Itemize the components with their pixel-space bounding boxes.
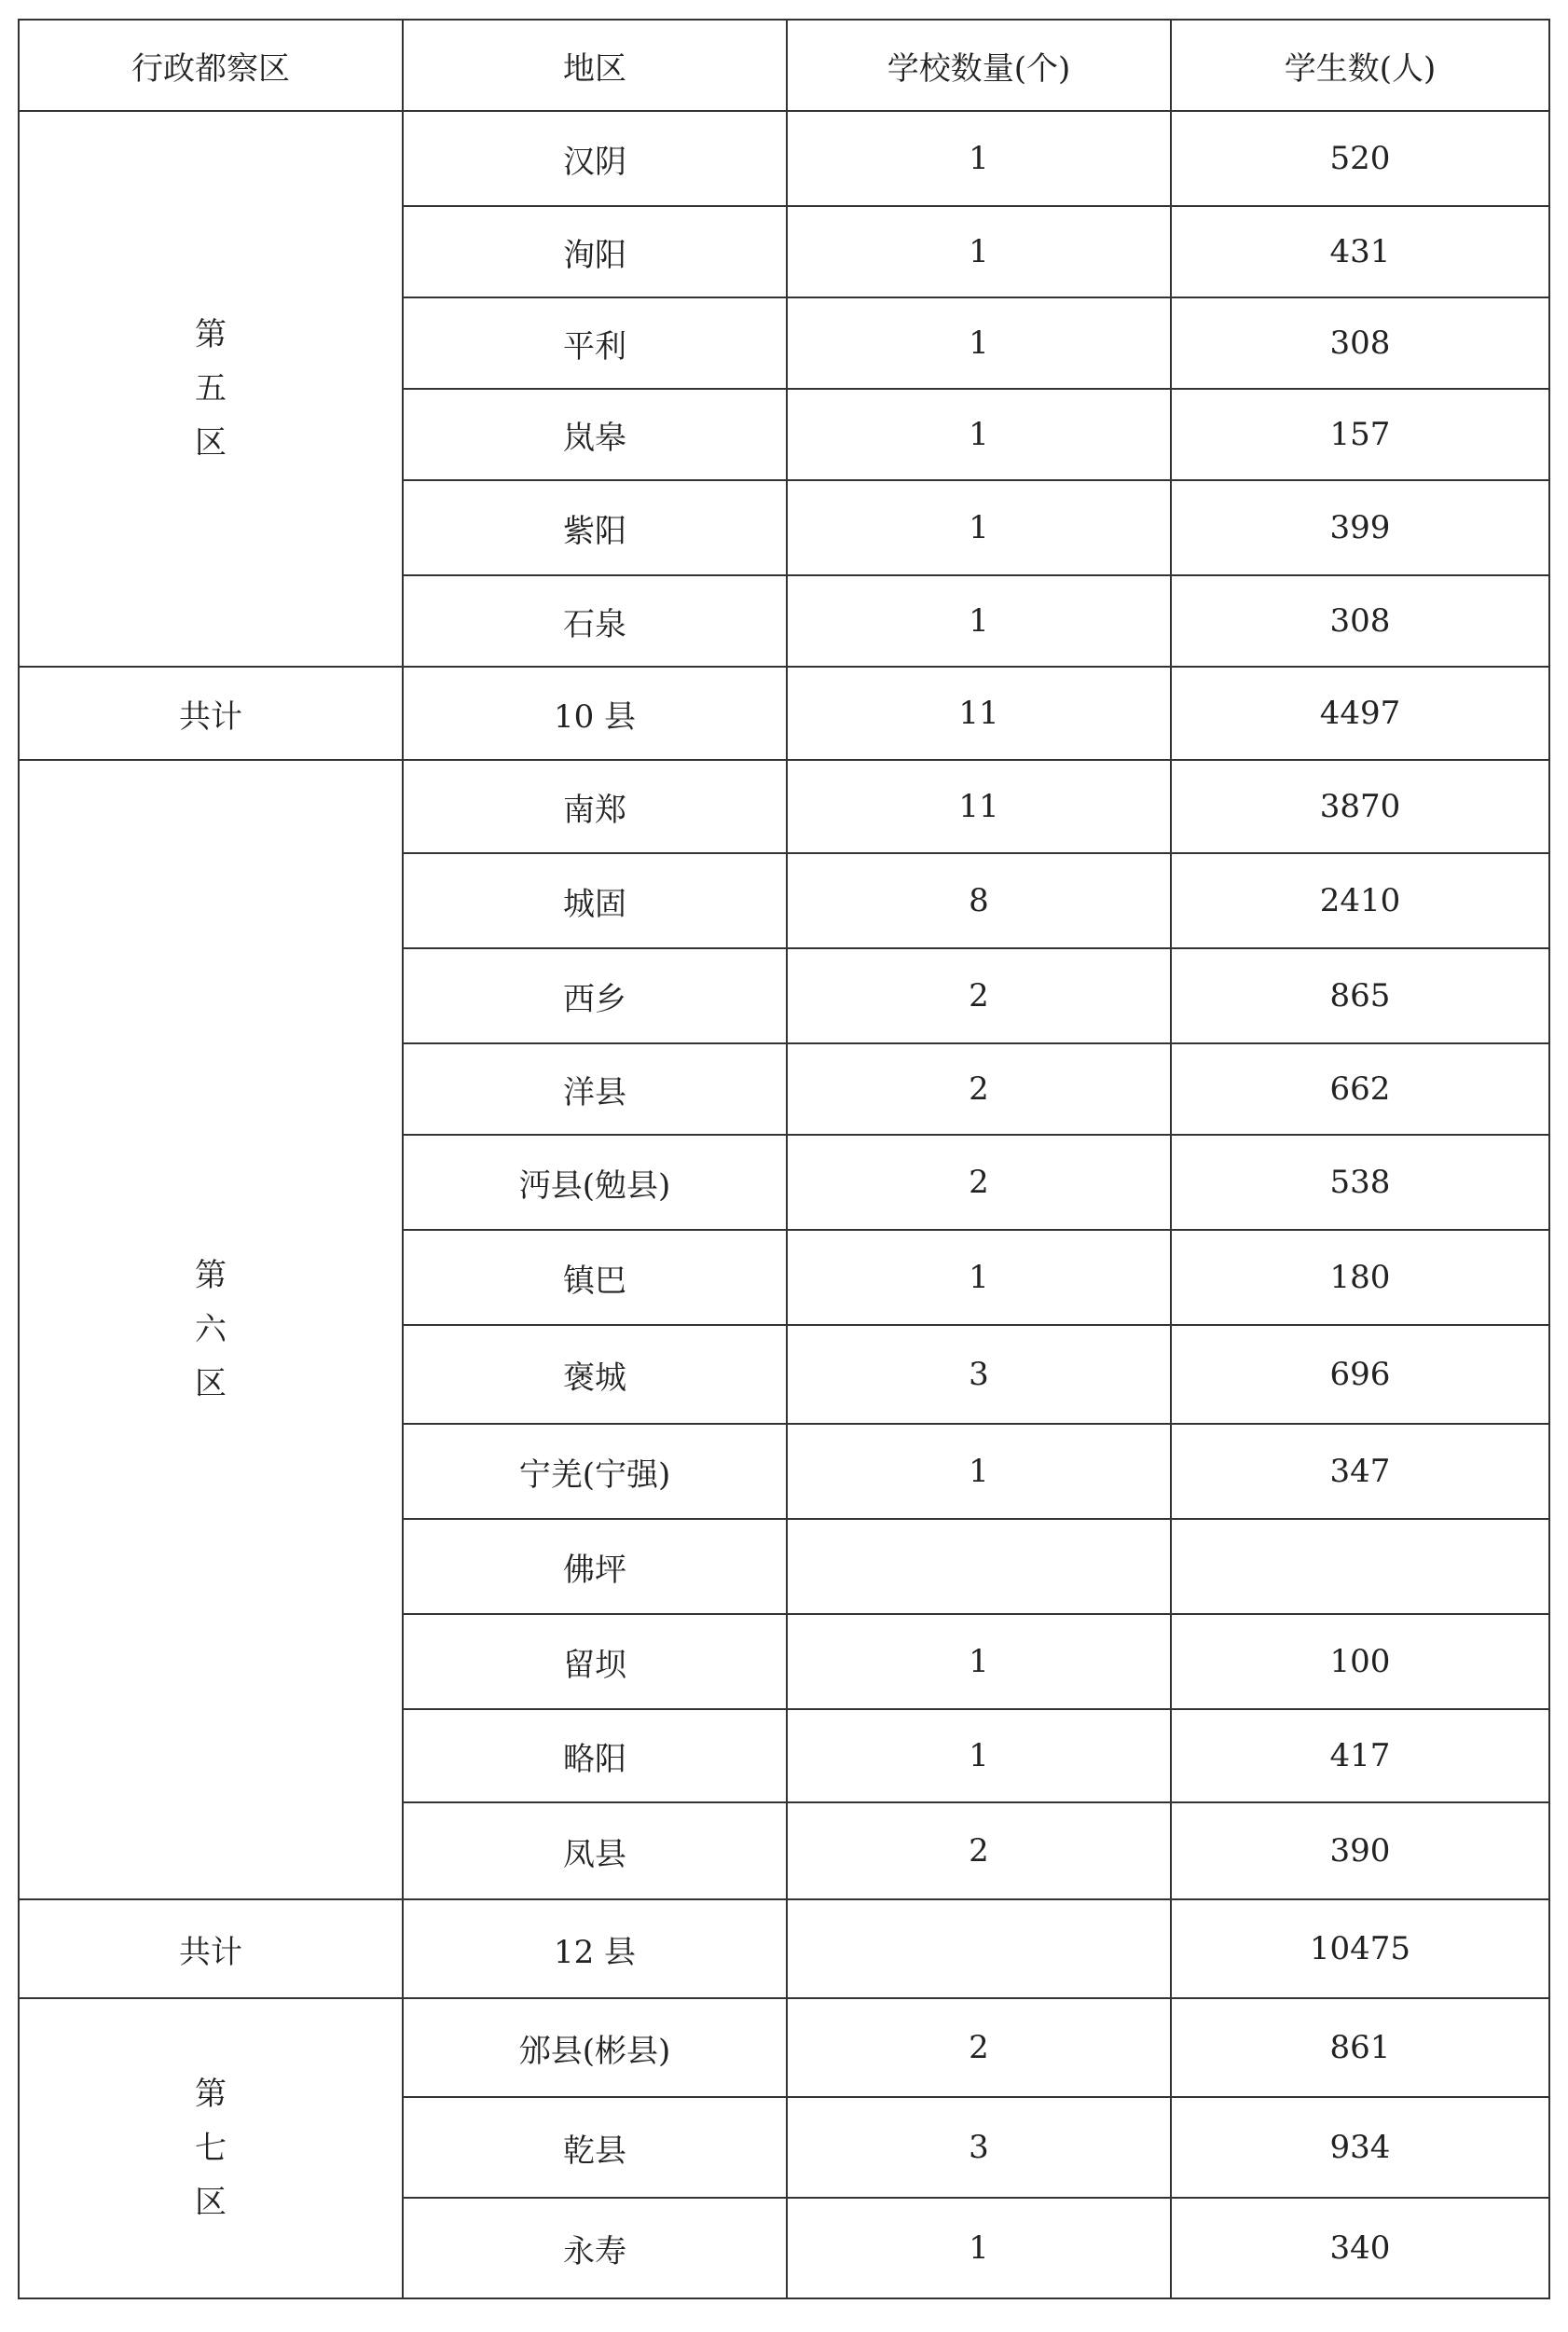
cell-schools: 1 (787, 1709, 1171, 1802)
district-cell (19, 760, 403, 1899)
cell-region: 留坝 (403, 1614, 787, 1709)
total-label: 共计 (19, 1899, 403, 1998)
header-row (19, 20, 1549, 111)
cell-schools: 2 (787, 1998, 1171, 2097)
cell-region: 西乡 (403, 948, 787, 1043)
cell-region: 紫阳 (403, 480, 787, 575)
cell-students: 3870 (1171, 760, 1549, 853)
district-char: 第 (195, 1257, 227, 1294)
cell-students: 399 (1171, 480, 1549, 575)
header-students: 学生数(人) (1171, 20, 1549, 111)
cell-students: 861 (1171, 1998, 1549, 2097)
cell-schools: 1 (787, 575, 1171, 667)
total-region: 10 县 (403, 667, 787, 760)
cell-region: 石泉 (403, 575, 787, 667)
cell-students: 390 (1171, 1802, 1549, 1899)
header-region: 地区 (403, 20, 787, 111)
cell-region: 凤县 (403, 1802, 787, 1899)
cell-schools: 8 (787, 853, 1171, 948)
district-cell (19, 111, 403, 667)
total-schools: 11 (787, 667, 1171, 760)
district-char: 六 (195, 1311, 227, 1348)
cell-region: 镇巴 (403, 1230, 787, 1325)
cell-students: 934 (1171, 2097, 1549, 2198)
cell-students: 157 (1171, 389, 1549, 480)
district-char: 区 (195, 424, 227, 462)
cell-schools: 1 (787, 297, 1171, 389)
cell-schools: 2 (787, 948, 1171, 1043)
cell-students: 520 (1171, 111, 1549, 206)
cell-students: 431 (1171, 206, 1549, 297)
cell-students: 417 (1171, 1709, 1549, 1802)
cell-schools: 2 (787, 1043, 1171, 1135)
district-cell (19, 1998, 403, 2298)
cell-region: 乾县 (403, 2097, 787, 2198)
cell-schools: 1 (787, 1614, 1171, 1709)
cell-region: 佛坪 (403, 1519, 787, 1614)
cell-students: 2410 (1171, 853, 1549, 948)
cell-schools: 1 (787, 1424, 1171, 1519)
cell-schools: 1 (787, 2198, 1171, 2298)
cell-students (1171, 1519, 1549, 1614)
header-district: 行政都察区 (19, 20, 403, 111)
total-students: 4497 (1171, 667, 1549, 760)
district-char: 五 (195, 370, 227, 407)
cell-region: 岚皋 (403, 389, 787, 480)
cell-region: 褒城 (403, 1325, 787, 1424)
cell-region: 汉阴 (403, 111, 787, 206)
district-char: 区 (195, 1365, 227, 1402)
cell-region: 南郑 (403, 760, 787, 853)
cell-students: 100 (1171, 1614, 1549, 1709)
total-label: 共计 (19, 667, 403, 760)
cell-students: 308 (1171, 575, 1549, 667)
table-row (19, 1998, 1549, 2097)
total-row (19, 1899, 1549, 1998)
cell-region: 永寿 (403, 2198, 787, 2298)
district-char: 七 (195, 2130, 227, 2167)
cell-schools: 3 (787, 2097, 1171, 2198)
cell-schools: 1 (787, 206, 1171, 297)
table-row (19, 111, 1549, 206)
district-char: 区 (195, 2184, 227, 2221)
total-schools (787, 1899, 1171, 1998)
cell-schools: 1 (787, 389, 1171, 480)
cell-region: 平利 (403, 297, 787, 389)
cell-region: 沔县(勉县) (403, 1135, 787, 1230)
cell-region: 洋县 (403, 1043, 787, 1135)
cell-region: 洵阳 (403, 206, 787, 297)
cell-schools: 11 (787, 760, 1171, 853)
cell-schools: 1 (787, 111, 1171, 206)
cell-region: 宁羌(宁强) (403, 1424, 787, 1519)
cell-schools: 1 (787, 1230, 1171, 1325)
cell-schools: 1 (787, 480, 1171, 575)
cell-students: 340 (1171, 2198, 1549, 2298)
cell-schools: 2 (787, 1802, 1171, 1899)
district-char: 第 (195, 2076, 227, 2113)
table-body (19, 111, 1549, 2298)
cell-region: 略阳 (403, 1709, 787, 1802)
cell-region: 邠县(彬县) (403, 1998, 787, 2097)
cell-schools: 3 (787, 1325, 1171, 1424)
cell-students: 538 (1171, 1135, 1549, 1230)
table-row (19, 760, 1549, 853)
cell-students: 696 (1171, 1325, 1549, 1424)
statistics-table (18, 19, 1550, 2299)
cell-schools: 2 (787, 1135, 1171, 1230)
total-students: 10475 (1171, 1899, 1549, 1998)
cell-students: 347 (1171, 1424, 1549, 1519)
cell-students: 865 (1171, 948, 1549, 1043)
cell-schools (787, 1519, 1171, 1614)
total-region: 12 县 (403, 1899, 787, 1998)
district-char: 第 (195, 316, 227, 353)
cell-students: 662 (1171, 1043, 1549, 1135)
cell-students: 180 (1171, 1230, 1549, 1325)
cell-students: 308 (1171, 297, 1549, 389)
cell-region: 城固 (403, 853, 787, 948)
header-schools: 学校数量(个) (787, 20, 1171, 111)
total-row (19, 667, 1549, 760)
